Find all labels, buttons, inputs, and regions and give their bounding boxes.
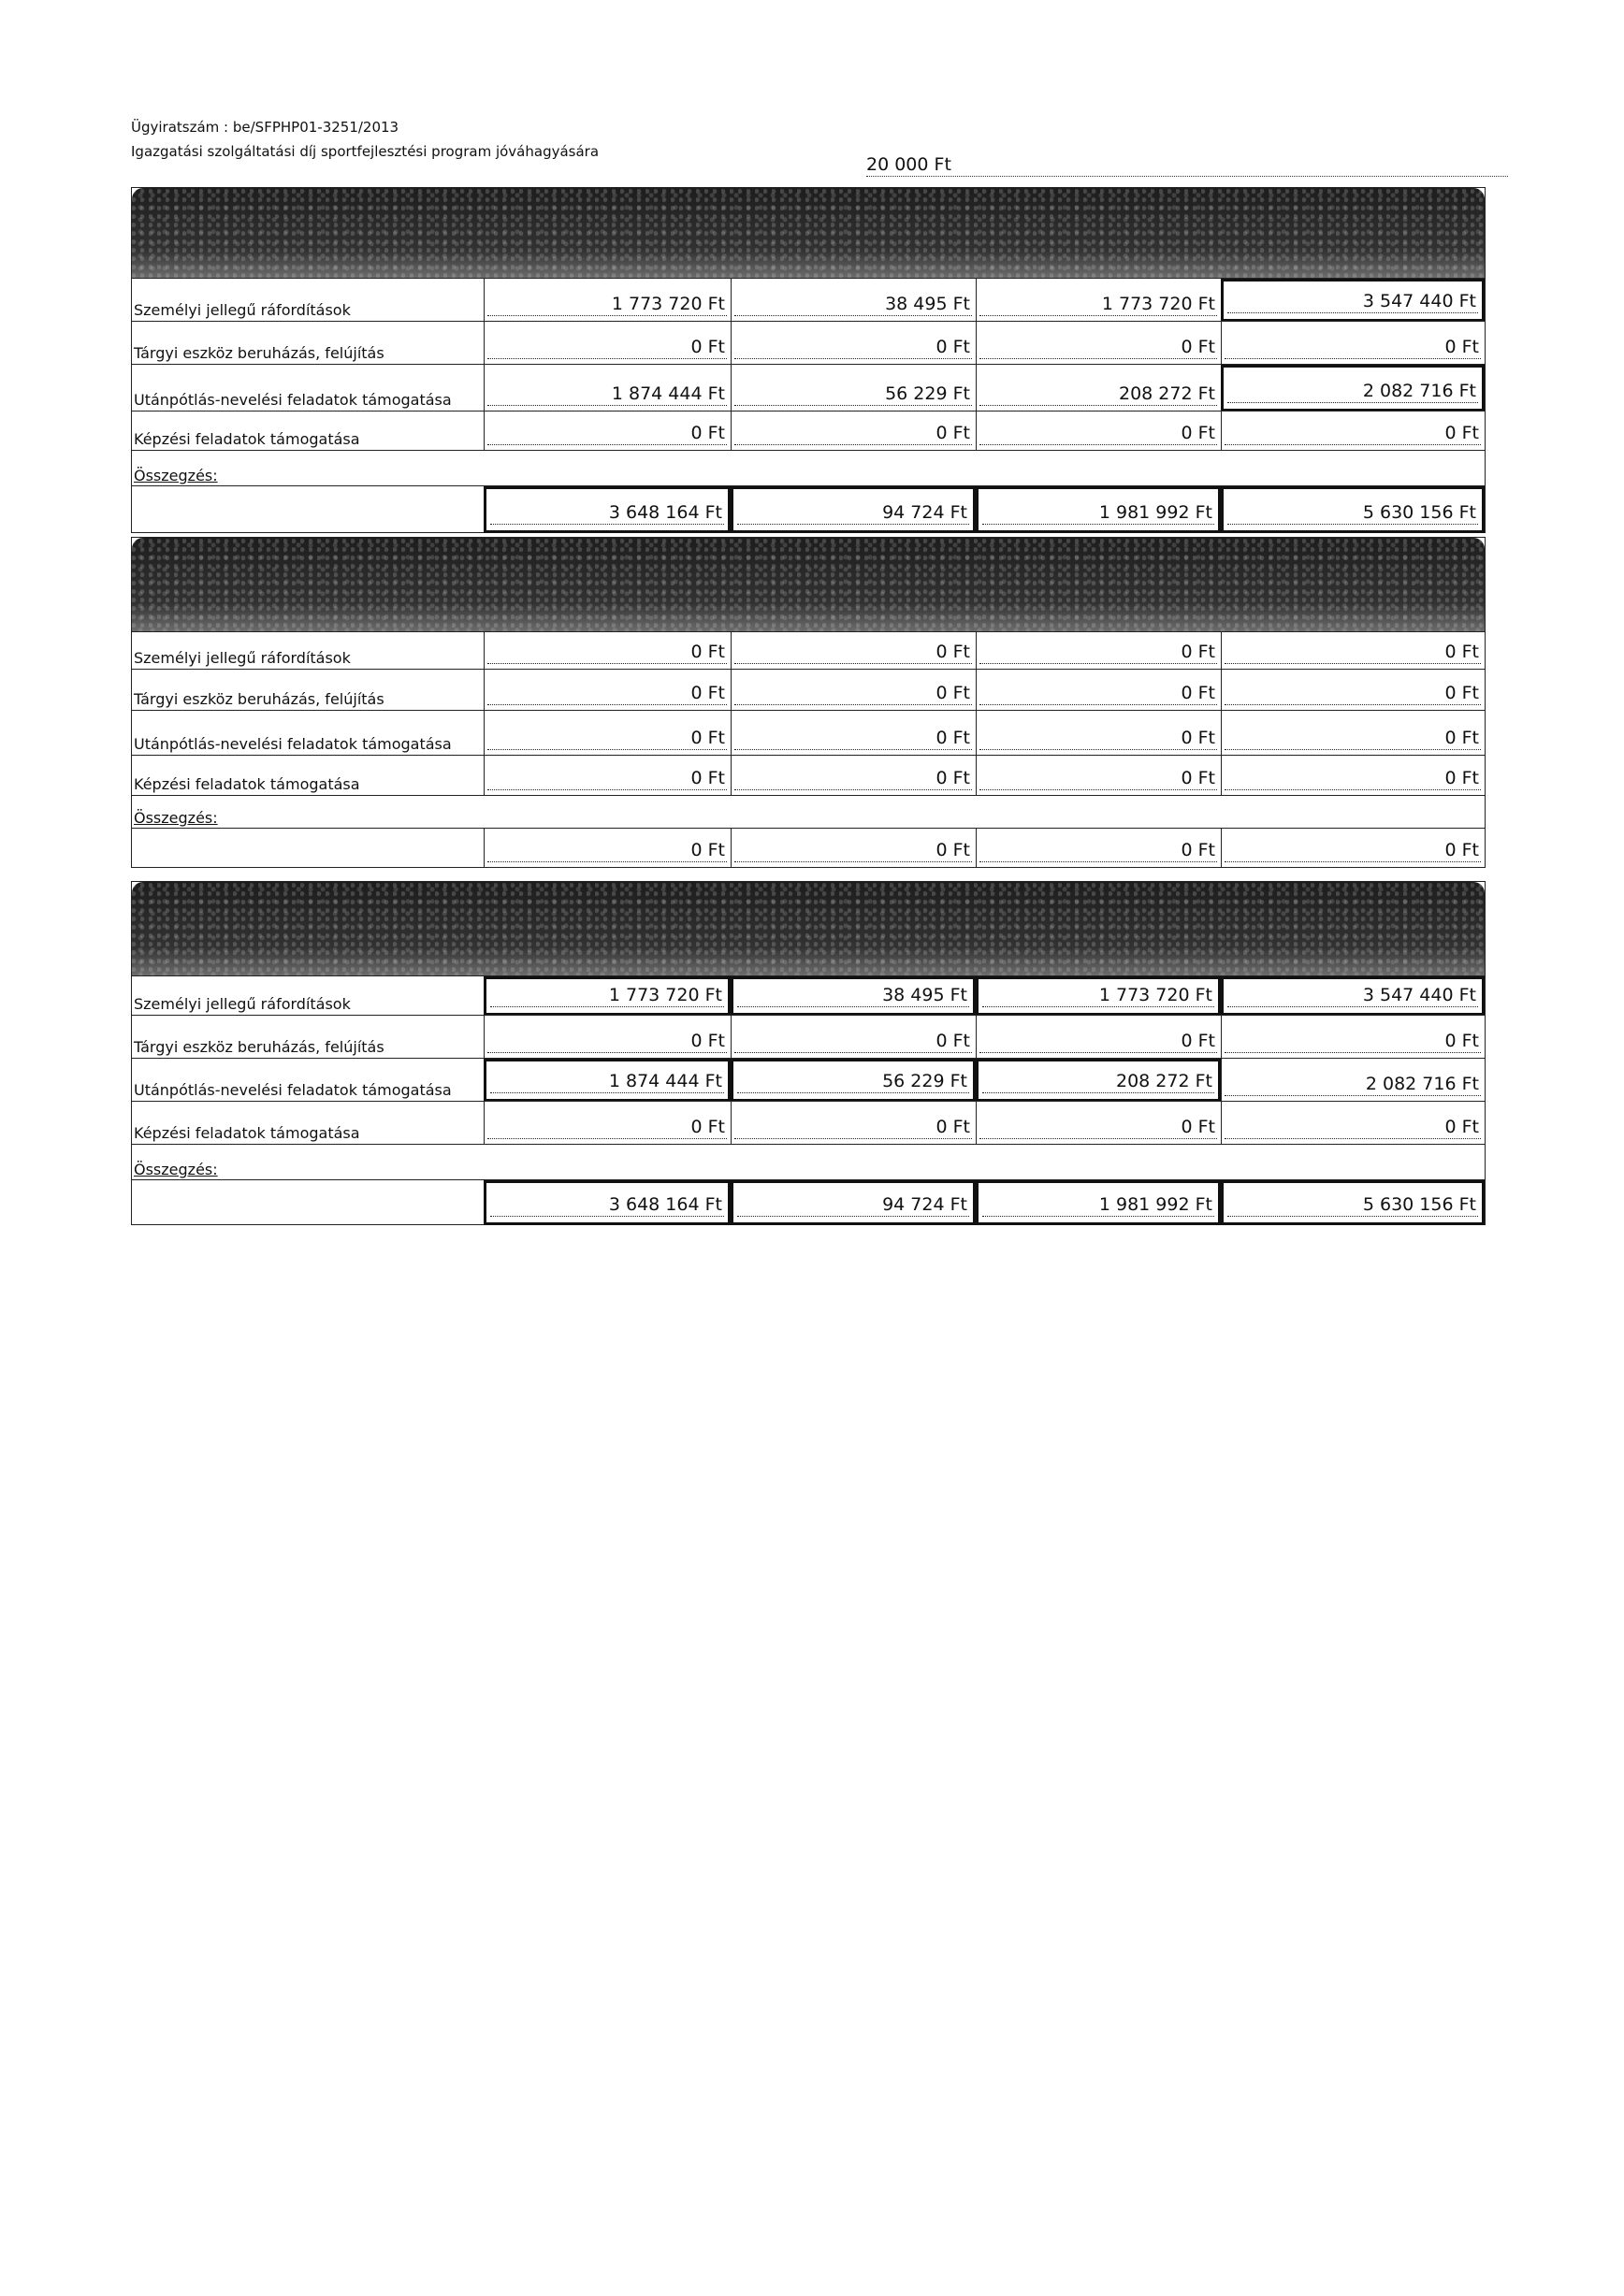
value-cell — [1221, 412, 1485, 451]
summary-cell — [731, 486, 976, 533]
cell-underline — [487, 1052, 727, 1053]
value-cell — [731, 412, 976, 451]
table-row — [132, 975, 1485, 1016]
cell-underline — [1225, 1138, 1481, 1139]
cell-underline — [979, 663, 1217, 664]
cell-underline — [734, 749, 972, 750]
table-row — [132, 1101, 1485, 1145]
cell-value: 0 Ft — [935, 1117, 970, 1137]
cell-underline — [979, 444, 1217, 445]
cell-value: 1 773 720 Ft — [1098, 985, 1212, 1005]
cell-value: 0 Ft — [935, 642, 970, 662]
cell-value: 56 229 Ft — [885, 383, 970, 404]
table-row — [132, 755, 1485, 796]
value-cell — [1221, 756, 1485, 796]
cell-underline — [1225, 1095, 1481, 1096]
table-row — [132, 1058, 1485, 1102]
label-kepzesi: Képzési feladatok támogatása — [134, 1124, 360, 1142]
summary-cell — [976, 486, 1221, 533]
label-kepzesi: Képzési feladatok támogatása — [134, 775, 360, 793]
cell-underline — [979, 704, 1217, 705]
budget-table-3 — [131, 881, 1486, 1225]
cell-value: 1 773 720 Ft — [611, 294, 725, 314]
summary-cell — [731, 1180, 976, 1225]
value-cell — [731, 976, 976, 1016]
table-row — [132, 364, 1485, 412]
cell-underline — [487, 358, 727, 359]
value-cell — [1221, 976, 1485, 1016]
cell-underline — [487, 405, 727, 406]
cell-underline — [1227, 1006, 1478, 1007]
summary-cell — [1221, 486, 1485, 533]
value-cell — [731, 1016, 976, 1059]
value-cell — [976, 1059, 1221, 1102]
summary-label-row — [132, 1144, 1485, 1180]
cell-underline — [734, 358, 972, 359]
cell-value: 0 Ft — [1444, 728, 1479, 748]
value-cell — [731, 1059, 976, 1102]
cell-value: 0 Ft — [690, 642, 725, 662]
cell-value: 1 981 992 Ft — [1098, 502, 1212, 523]
value-cell — [731, 279, 976, 322]
table-header-band — [132, 882, 1485, 975]
cell-underline — [734, 444, 972, 445]
label-utanpotlas: Utánpótlás-nevelési feladatok támogatása — [134, 735, 452, 753]
summary-row — [132, 828, 1485, 868]
cell-underline — [734, 1138, 972, 1139]
table-row — [132, 1015, 1485, 1059]
cell-value: 0 Ft — [1181, 423, 1215, 443]
label-szemelyi: Személyi jellegű ráfordítások — [134, 301, 351, 319]
cell-value: 94 724 Ft — [882, 502, 967, 523]
cell-underline — [487, 789, 727, 790]
cell-underline — [982, 1006, 1214, 1007]
cell-value: 0 Ft — [690, 840, 725, 860]
cell-value: 0 Ft — [1444, 683, 1479, 703]
value-cell — [484, 756, 731, 796]
value-cell — [976, 1102, 1221, 1145]
cell-underline — [487, 749, 727, 750]
cell-value: 0 Ft — [935, 728, 970, 748]
cell-value: 1 981 992 Ft — [1098, 1194, 1212, 1215]
cell-underline — [979, 789, 1217, 790]
cell-underline — [1225, 358, 1481, 359]
cell-value: 0 Ft — [935, 840, 970, 860]
budget-table-1 — [131, 187, 1486, 533]
label-targyi: Tárgyi eszköz beruházás, felújítás — [134, 344, 384, 362]
cell-underline — [982, 1216, 1214, 1217]
cell-underline — [487, 663, 727, 664]
cell-underline — [487, 704, 727, 705]
value-cell — [1221, 322, 1485, 365]
value-cell — [484, 1016, 731, 1059]
value-cell — [976, 322, 1221, 365]
cell-underline — [982, 524, 1214, 525]
cell-underline — [982, 1092, 1214, 1093]
cell-value: 5 630 156 Ft — [1362, 1194, 1476, 1215]
cell-value: 0 Ft — [1181, 683, 1215, 703]
value-cell — [484, 632, 731, 670]
cell-value: 0 Ft — [935, 423, 970, 443]
cell-underline — [487, 861, 727, 862]
cell-value: 0 Ft — [690, 683, 725, 703]
cell-underline — [1225, 444, 1481, 445]
value-cell — [1221, 1102, 1485, 1145]
cell-value: 0 Ft — [1444, 1031, 1479, 1051]
cell-underline — [737, 1006, 969, 1007]
cell-value: 0 Ft — [690, 728, 725, 748]
cell-underline — [979, 1138, 1217, 1139]
cell-value: 1 874 444 Ft — [611, 383, 725, 404]
cell-underline — [1225, 861, 1481, 862]
value-cell — [484, 279, 731, 322]
table-header-band — [132, 188, 1485, 278]
cell-underline — [1227, 402, 1478, 403]
table-row — [132, 278, 1485, 322]
summary-cell — [976, 1180, 1221, 1225]
summary-row — [132, 1179, 1485, 1225]
table-row — [132, 669, 1485, 711]
value-cell — [1221, 1059, 1485, 1102]
cell-value: 0 Ft — [690, 423, 725, 443]
table-row — [132, 631, 1485, 670]
cell-value: 208 272 Ft — [1119, 383, 1215, 404]
cell-value: 2 082 716 Ft — [1362, 381, 1476, 401]
cell-value: 5 630 156 Ft — [1362, 502, 1476, 523]
value-cell — [484, 322, 731, 365]
value-cell — [731, 1102, 976, 1145]
cell-underline — [979, 1052, 1217, 1053]
cell-underline — [979, 315, 1217, 316]
label-targyi: Tárgyi eszköz beruházás, felújítás — [134, 690, 384, 708]
summary-row — [132, 485, 1485, 533]
summary-cell — [484, 1180, 731, 1225]
value-cell — [484, 711, 731, 756]
cell-underline — [1225, 789, 1481, 790]
cell-value: 3 648 164 Ft — [608, 502, 722, 523]
value-cell — [484, 1102, 731, 1145]
summary-cell — [731, 829, 976, 868]
table-row — [132, 321, 1485, 365]
value-cell — [976, 279, 1221, 322]
cell-underline — [737, 1092, 969, 1093]
cell-underline — [1225, 663, 1481, 664]
cell-value: 0 Ft — [1444, 642, 1479, 662]
cell-value: 0 Ft — [1181, 728, 1215, 748]
summary-label: Összegzés: — [134, 467, 218, 484]
cell-underline — [1227, 524, 1478, 525]
value-cell — [976, 412, 1221, 451]
summary-cell — [1221, 1180, 1485, 1225]
cell-value: 0 Ft — [690, 1031, 725, 1051]
cell-value: 0 Ft — [1181, 1117, 1215, 1137]
value-cell — [731, 365, 976, 412]
label-szemelyi: Személyi jellegű ráfordítások — [134, 995, 351, 1013]
cell-value: 3 648 164 Ft — [608, 1194, 722, 1215]
value-cell — [976, 711, 1221, 756]
value-cell — [1221, 279, 1485, 322]
cell-underline — [734, 315, 972, 316]
cell-value: 0 Ft — [1444, 337, 1479, 357]
cell-value: 0 Ft — [1444, 1117, 1479, 1137]
value-cell — [484, 976, 731, 1016]
value-cell — [1221, 365, 1485, 412]
cell-value: 2 082 716 Ft — [1365, 1074, 1479, 1094]
cell-value: 1 874 444 Ft — [608, 1071, 722, 1091]
summary-label-row — [132, 450, 1485, 486]
cell-value: 0 Ft — [1181, 840, 1215, 860]
label-utanpotlas: Utánpótlás-nevelési feladatok támogatása — [134, 391, 452, 409]
cell-underline — [487, 444, 727, 445]
value-cell — [484, 365, 731, 412]
cell-value: 0 Ft — [935, 683, 970, 703]
cell-underline — [734, 1052, 972, 1053]
label-targyi: Tárgyi eszköz beruházás, felújítás — [134, 1038, 384, 1056]
cell-value: 0 Ft — [690, 1117, 725, 1137]
cell-underline — [1227, 1216, 1478, 1217]
cell-value: 94 724 Ft — [882, 1194, 967, 1215]
cell-underline — [734, 405, 972, 406]
cell-underline — [490, 1092, 724, 1093]
cell-value: 1 773 720 Ft — [1101, 294, 1215, 314]
value-cell — [731, 322, 976, 365]
value-cell — [1221, 632, 1485, 670]
cell-value: 0 Ft — [1181, 768, 1215, 788]
cell-value: 38 495 Ft — [882, 985, 967, 1005]
cell-underline — [979, 405, 1217, 406]
table-row — [132, 710, 1485, 756]
value-cell — [1221, 1016, 1485, 1059]
label-utanpotlas: Utánpótlás-nevelési feladatok támogatása — [134, 1081, 452, 1099]
table-row — [132, 411, 1485, 451]
cell-underline — [979, 358, 1217, 359]
cell-value: 208 272 Ft — [1116, 1071, 1212, 1091]
summary-cell — [1221, 829, 1485, 868]
table-header-band — [132, 538, 1485, 631]
cell-value: 0 Ft — [1444, 840, 1479, 860]
value-cell — [731, 670, 976, 711]
label-szemelyi: Személyi jellegű ráfordítások — [134, 649, 351, 667]
value-cell — [484, 670, 731, 711]
value-cell — [731, 711, 976, 756]
cell-underline — [1227, 312, 1478, 313]
cell-value: 3 547 440 Ft — [1362, 985, 1476, 1005]
cell-underline — [490, 524, 724, 525]
value-cell — [976, 632, 1221, 670]
cell-underline — [1225, 749, 1481, 750]
cell-value: 0 Ft — [1181, 642, 1215, 662]
cell-underline — [734, 704, 972, 705]
cell-value: 0 Ft — [690, 337, 725, 357]
cell-underline — [979, 749, 1217, 750]
summary-label: Összegzés: — [134, 809, 218, 827]
cell-underline — [490, 1006, 724, 1007]
cell-value: 0 Ft — [935, 337, 970, 357]
fee-label: Igazgatási szolgáltatási díj sportfejlesztési program jóváhagyására — [131, 143, 600, 160]
value-cell — [731, 756, 976, 796]
value-cell — [1221, 670, 1485, 711]
value-cell — [976, 756, 1221, 796]
value-cell — [484, 1059, 731, 1102]
value-cell — [484, 412, 731, 451]
summary-cell — [484, 486, 731, 533]
cell-value: 0 Ft — [1181, 1031, 1215, 1051]
cell-underline — [487, 1138, 727, 1139]
cell-value: 56 229 Ft — [882, 1071, 967, 1091]
fee-underline — [866, 176, 1508, 177]
cell-value: 1 773 720 Ft — [608, 985, 722, 1005]
cell-value: 0 Ft — [690, 768, 725, 788]
value-cell — [976, 670, 1221, 711]
cell-underline — [979, 861, 1217, 862]
summary-label-row — [132, 795, 1485, 829]
summary-cell — [976, 829, 1221, 868]
cell-underline — [1225, 1052, 1481, 1053]
budget-table-2 — [131, 537, 1486, 868]
summary-label: Összegzés: — [134, 1161, 218, 1178]
cell-value: 0 Ft — [935, 768, 970, 788]
case-number: Ügyiratszám : be/SFPHP01-3251/2013 — [131, 119, 399, 136]
cell-value: 38 495 Ft — [885, 294, 970, 314]
cell-value: 3 547 440 Ft — [1362, 291, 1476, 311]
cell-underline — [734, 861, 972, 862]
value-cell — [976, 365, 1221, 412]
cell-underline — [737, 524, 969, 525]
cell-value: 0 Ft — [1444, 768, 1479, 788]
value-cell — [1221, 711, 1485, 756]
cell-underline — [487, 315, 727, 316]
fee-value: 20 000 Ft — [866, 154, 951, 175]
cell-underline — [734, 789, 972, 790]
value-cell — [976, 1016, 1221, 1059]
cell-underline — [490, 1216, 724, 1217]
cell-underline — [1225, 704, 1481, 705]
cell-value: 0 Ft — [1444, 423, 1479, 443]
cell-underline — [737, 1216, 969, 1217]
cell-value: 0 Ft — [935, 1031, 970, 1051]
label-kepzesi: Képzési feladatok támogatása — [134, 430, 360, 448]
cell-value: 0 Ft — [1181, 337, 1215, 357]
value-cell — [976, 976, 1221, 1016]
summary-cell — [484, 829, 731, 868]
cell-underline — [734, 663, 972, 664]
value-cell — [731, 632, 976, 670]
